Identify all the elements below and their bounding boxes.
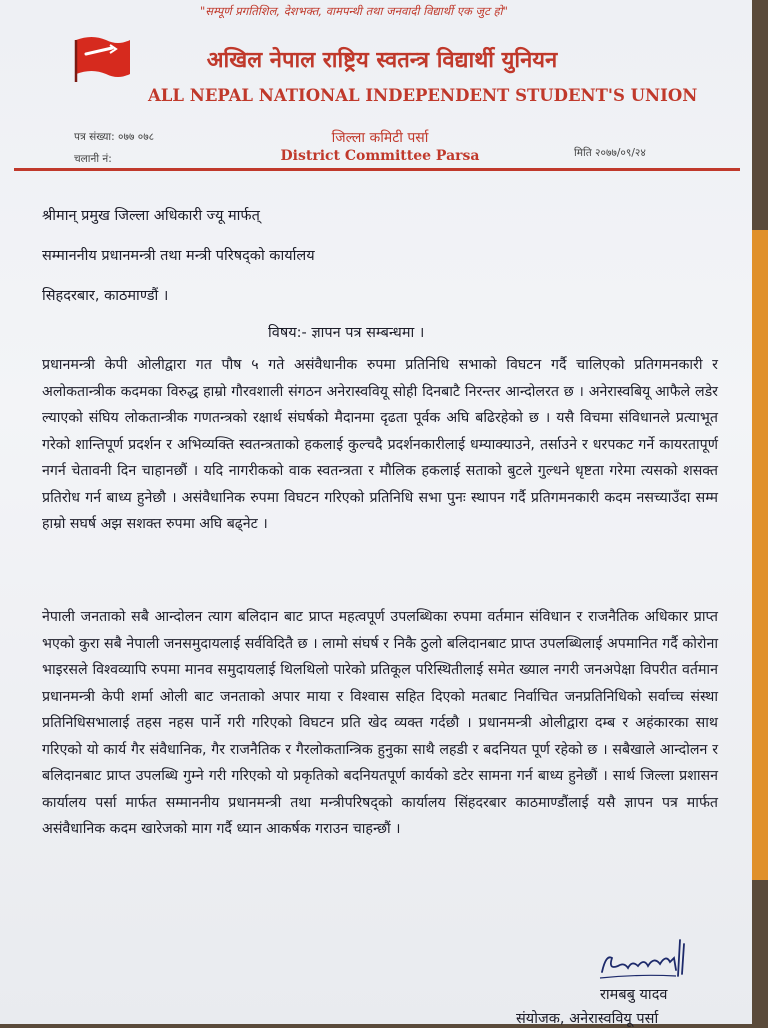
org-name-english: ALL NEPAL NATIONAL INDEPENDENT STUDENT'S UNION <box>148 86 698 105</box>
body-paragraph-1: प्रधानमन्त्री केपी ओलीद्वारा गत पौष ५ गते असंवैधानीक रुपमा प्रतिनिधि सभाको विघटन गर्दै चालिएको प्रतिगमनकारी र अलोकतान्त्रीक कदमका विरुद्ध हाम्रो गौरवशाली संगठन अनेरास्ववियू सोही दिनबाटै निरन्तर आन्दोलरत छ । अनेरास्वबियू आफैले लडेर ल्याएको संघिय लोकतान्त्रीक गणतन्त्रको रक्षार्थ संघर्षको मैदानमा दृढता पूर्वक अघि बढिरहेको छ । यसै विचमा संविधानले प्रत्याभूत गरेको शान्तिपूर्ण प्रदर्शन र अभिव्यक्ति स्वतन्त्रताको हकलाई कुल्चदै प्रदर्शनकारीलाई धम्याक्याउने, तर्साउने र धरपकट गर्ने कायरतापूर्ण नगर्न चेतावनी दिन चाहानछौं । यदि नागरीकको वाक स्वतन्त्रता र मौलिक हकलाई सताको बुटले गुल्धने धृष्टता गरेमा त्यसको शसक्त प्रतिरोध गर्न बाध्य हुनेछौ । असंवैधानिक रुपमा विघटन गरिएको प्रतिनिधि सभा पुनः स्थापन गर्दै प्रतिगमनकारी कदम नसच्याउँदा सम्म हाम्रो सघर्ष अझ सशक्त रुपमा अघि बढ्नेट । <box>42 357 718 532</box>
slogan: "सम्पूर्ण प्रगतिशिल, देशभक्त, वामपन्थी तथा जनवादी विद्यार्थी एक जुट हो" <box>200 4 508 18</box>
dispatch-number: चलानी नं: <box>74 153 112 165</box>
signatory-role: संयोजक, अनेरास्ववियू पर्सा <box>516 1011 659 1027</box>
body-paragraph-2: नेपाली जनताको सबै आन्दोलन त्याग बलिदान बाट प्राप्त महत्वपूर्ण उपलब्धिका रुपमा वर्तमान संविधान र राजनैतिक अधिकार प्राप्त भएको कुरा सबै नेपाली जनसमुदायलाई सर्वविदितै छ । लामो संघर्ष र निकै ठुलो बलिदानबाट प्राप्त उपलब्धिलाई अपमानित गर्दै कोरोना भाइरसले विश्वव्यापि रुपमा मानव समुदायलाई थिलथिलो पारेको प्रतिकूल परिस्थितीलाई समेत ख्याल नगरी जनअपेक्षा विपरीत वर्तमान प्रधानमन्त्री केपी शर्मा ओली बाट जनताको अपार माया र विश्वास सहित दिएको मतबाट निर्वाचित जनप्रतिनिधिको सर्वाच्च संस्था प्रतिनिधिसभालाई तहस नहस पार्ने गरी गरिएको विघटन प्रति खेद व्यक्त गर्दछौ । प्रधानमन्त्री ओलीद्वारा दम्ब र अहंकारका साथ गरिएको यो कार्य गैर संवैधानिक, गैर राजनैतिक र गैरलोकतान्त्रिक हुनुका साथै लहडी र बदनियत पूर्ण रहेको छ । सबैखाले आन्दोलन र बलिदानबाट प्राप्त उपलब्धि गुम्ने गरी गरिएको यो प्रकृतिको बदनियतपूर्ण कार्यको डटेर सामना गर्न बाध्य हुनेछौं । सार्थ जिल्ला प्रशासन कार्यालय पर्सा मार्फत सम्माननीय प्रधानमन्त्री तथा मन्त्रीपरिषद्को कार्यालय सिंहदरबार काठमाण्डौंलाई यसै ज्ञापन पत्र मार्फत असंवैधानिक कदम खारेजको माग गर्दै ध्यान आकर्षक गराउन चाहन्छौं । <box>42 609 718 837</box>
subject-line: विषय:- ज्ञापन पत्र सम्बन्धमा । <box>268 325 425 341</box>
org-name-nepali: अखिल नेपाल राष्ट्रिय स्वतन्त्र विद्यार्थी युनियन <box>206 48 558 73</box>
address-line-1: श्रीमान् प्रमुख जिल्ला अधिकारी ज्यू मार्फत् <box>42 208 260 224</box>
signatory-name: रामबबु यादव <box>600 987 668 1003</box>
district-committee-nepali: जिल्ला कमिटी पर्सा <box>331 130 429 146</box>
district-committee-english: District Committee Parsa <box>280 148 480 164</box>
address-line-3: सिहदरबार, काठमाण्डौं । <box>42 288 169 304</box>
header-divider <box>14 168 740 171</box>
letter-date: मिति २०७७/०९/२४ <box>574 147 646 159</box>
handwritten-signature <box>598 936 694 982</box>
flag-logo-icon <box>72 34 134 84</box>
address-line-2: सम्माननीय प्रधानमन्त्री तथा मन्त्री परिषद्को कार्यालय <box>42 248 315 264</box>
reference-number: पत्र संख्या: ०७७ ०७८ <box>74 131 155 143</box>
